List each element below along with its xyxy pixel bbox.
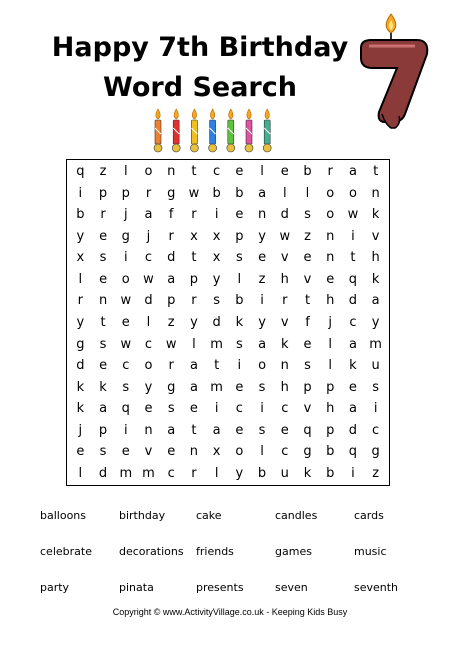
grid-letter[interactable]: e [348,379,357,395]
grid-letter[interactable]: x [190,228,198,244]
word-list-item: party [40,580,70,594]
grid-letter[interactable]: m [142,465,155,481]
grid-letter[interactable]: a [348,336,357,352]
grid-letter[interactable]: l [305,185,310,201]
grid-letter[interactable]: d [144,293,153,309]
grid-letter[interactable]: r [145,185,152,201]
grid-letter[interactable]: j [146,228,151,244]
grid-letter[interactable]: o [235,444,244,460]
word-list-item: cake [196,508,222,522]
grid-letter[interactable]: i [123,250,128,266]
grid-letter[interactable]: h [326,293,335,309]
grid-letter[interactable]: k [76,401,85,417]
word-search-grid[interactable] [66,159,390,486]
grid-letter[interactable]: n [144,422,153,438]
grid-letter[interactable]: e [121,444,130,460]
grid-letter[interactable]: w [279,228,291,244]
grid-letter[interactable]: c [122,358,130,374]
grid-letter[interactable]: i [373,401,378,417]
grid-letter[interactable]: r [100,207,106,223]
grid-letter[interactable]: o [258,358,267,374]
grid-letter[interactable]: t [304,293,311,309]
grid-letter[interactable]: l [192,336,196,352]
grid-letter[interactable]: m [369,336,382,352]
grid-letter[interactable]: s [235,250,243,266]
grid-letter[interactable]: q [348,271,358,287]
grid-letter[interactable]: z [258,271,266,287]
grid-letter[interactable]: b [257,465,267,481]
grid-letter[interactable]: e [303,336,312,352]
candle-icon [190,109,198,152]
grid-letter[interactable]: e [167,444,176,460]
grid-letter[interactable]: y [212,271,221,287]
grid-letter[interactable]: e [189,401,198,417]
grid-letter[interactable]: e [121,314,130,330]
grid-letter[interactable]: v [371,228,380,244]
grid-letter[interactable]: l [123,164,128,180]
grid-letter[interactable]: s [99,444,107,460]
word-list-item: balloons [40,508,86,522]
grid-letter[interactable]: v [144,444,153,460]
grid-letter[interactable]: g [303,444,312,460]
grid-letter[interactable]: d [98,465,108,481]
grid-letter[interactable]: e [280,422,289,438]
grid-letter[interactable]: a [371,293,380,309]
grid-letter[interactable]: i [237,358,242,374]
grid-letter[interactable]: j [123,207,128,223]
word-list [40,497,450,597]
word-list-item: celebrate [40,544,92,558]
grid-letter[interactable]: l [78,271,83,287]
grid-letter[interactable]: a [99,401,108,417]
grid-letter[interactable]: h [326,401,335,417]
grid-letter[interactable]: e [303,250,312,266]
grid-letter[interactable]: s [213,293,221,309]
grid-letter[interactable]: a [189,379,198,395]
grid-letter[interactable]: p [303,379,312,395]
grid-letter[interactable]: c [281,444,289,460]
grid-letter[interactable]: c [144,336,153,352]
grid-letter[interactable]: j [328,314,333,330]
grid-letter[interactable]: n [371,185,380,201]
grid-letter[interactable]: i [214,207,219,223]
grid-letter[interactable]: e [235,164,244,180]
grid-letter[interactable]: r [168,228,174,244]
grid-letter[interactable]: z [372,465,380,481]
word-list-item: games [275,544,312,558]
grid-letter[interactable]: k [303,465,312,481]
page-title: Happy 7th Birthday [51,32,349,63]
grid-letter[interactable]: m [119,465,133,481]
grid-letter[interactable]: b [326,465,335,481]
grid-letter[interactable]: n [326,250,335,266]
grid-letter[interactable]: a [189,358,198,374]
grid-letter[interactable]: l [237,271,242,287]
grid-letter[interactable]: o [348,185,357,201]
word-list-item: decorations [119,544,184,558]
grid-letter[interactable]: g [167,185,176,201]
grid-letter[interactable]: d [76,358,85,374]
grid-letter[interactable]: y [371,314,380,330]
grid-letter[interactable]: e [258,250,267,266]
grid-letter[interactable]: c [144,250,153,266]
grid-letter[interactable]: c [213,164,221,180]
grid-letter[interactable]: q [76,164,85,180]
grid-letter[interactable]: b [303,164,312,180]
grid-letter[interactable]: q [348,444,358,460]
candles-row-icon [150,108,278,154]
grid-letter[interactable]: c [349,314,357,330]
grid-letter[interactable]: i [260,401,264,417]
grid-letter[interactable]: v [303,401,312,417]
grid-letter[interactable]: s [258,422,266,438]
word-list-item: candles [275,508,318,522]
grid-letter[interactable]: d [167,250,176,266]
grid-letter[interactable]: l [328,336,333,352]
grid-letter[interactable]: b [235,185,244,201]
grid-letter[interactable]: t [373,164,379,180]
word-list-item: birthday [119,508,166,522]
grid-letter[interactable]: b [212,185,221,201]
candle-icon [245,109,253,152]
grid-letter[interactable]: t [191,250,197,266]
grid-letter[interactable]: a [258,185,267,201]
grid-letter[interactable]: c [235,401,243,417]
candle-icon [209,109,217,152]
grid-letter[interactable]: v [280,314,289,330]
grid-letter[interactable]: e [99,271,108,287]
grid-letter[interactable]: n [98,293,108,309]
grid-letter[interactable]: k [281,336,289,352]
grid-letter[interactable]: n [257,207,267,223]
grid-letter[interactable]: c [281,401,289,417]
grid-letter[interactable]: s [372,379,380,395]
grid-letter[interactable]: y [258,314,266,330]
grid-letter[interactable]: r [191,465,197,481]
grid-letter[interactable]: o [326,185,335,201]
grid-letter[interactable]: e [76,444,85,460]
grid-letter[interactable]: p [121,185,130,201]
grid-letter[interactable]: a [348,401,357,417]
grid-letter[interactable]: y [76,314,85,330]
grid-letter[interactable]: s [99,336,107,352]
grid-letter[interactable]: n [189,444,199,460]
grid-letter[interactable]: l [146,314,151,330]
grid-letter[interactable]: i [123,422,128,438]
word-list-item: presents [196,580,244,594]
grid-letter[interactable]: b [76,207,85,223]
grid-letter[interactable]: t [100,314,106,330]
word-list-item: pinata [119,580,154,594]
grid-letter[interactable]: l [214,465,219,481]
word-list-item: cards [354,508,384,522]
grid-letter[interactable]: i [351,465,355,481]
grid-letter[interactable]: b [326,444,335,460]
candle-icon [227,109,235,152]
grid-letter[interactable]: a [167,271,176,287]
grid-letter[interactable]: g [121,228,130,244]
word-list-item: music [354,544,387,558]
grid-letter[interactable]: n [326,228,335,244]
grid-letter[interactable]: a [348,164,357,180]
copyright-text: Copyright © www.ActivityVillage.co.uk - Keeping Kids Busy [112,607,348,617]
grid-letter[interactable]: q [121,401,130,417]
grid-letter[interactable]: s [99,250,107,266]
grid-letter[interactable]: c [372,422,380,438]
grid-letter[interactable]: w [120,293,132,309]
grid-letter[interactable]: i [214,401,219,417]
grid-letter[interactable]: a [258,336,267,352]
grid-letter[interactable]: e [235,207,244,223]
grid-letter[interactable]: p [167,293,176,309]
grid-letter[interactable]: e [280,164,289,180]
grid-letter[interactable]: i [260,293,264,309]
grid-letter[interactable]: o [144,164,153,180]
grid-letter[interactable]: p [98,422,108,438]
grid-letter[interactable]: e [235,422,244,438]
grid-letter[interactable]: q [303,422,312,438]
grid-letter[interactable]: a [144,207,153,223]
grid-letter[interactable]: h [280,379,289,395]
word-list-item: friends [196,544,234,558]
grid-letter[interactable]: w [165,336,177,352]
grid-letter[interactable]: s [258,379,266,395]
candle-icon [154,109,162,152]
word-list-item: seventh [354,580,399,594]
grid-letter[interactable]: x [212,228,221,244]
grid-letter[interactable]: p [235,228,244,244]
grid-letter[interactable]: i [351,228,355,244]
page-subtitle: Word Search [103,72,297,103]
grid-letter[interactable]: m [210,379,223,395]
grid-letter[interactable]: v [280,250,289,266]
grid-letter[interactable]: s [167,401,175,417]
grid-letter[interactable]: l [328,358,333,374]
grid-letter[interactable]: a [212,422,221,438]
grid-letter[interactable]: f [305,314,310,330]
grid-letter[interactable]: e [144,401,153,417]
grid-letter[interactable]: b [235,293,244,309]
grid-letter[interactable]: l [78,465,83,481]
grid-letter[interactable]: i [78,185,83,201]
grid-letter[interactable]: k [99,379,107,395]
grid-letter[interactable]: r [77,293,84,309]
grid-letter[interactable]: k [371,207,380,223]
grid-letter[interactable]: j [78,422,83,438]
grid-letter[interactable]: m [210,336,223,352]
grid-letter[interactable]: z [99,164,107,180]
grid-letter[interactable]: e [99,358,108,374]
grid-letter[interactable]: g [167,379,176,395]
grid-letter[interactable]: o [326,207,335,223]
grid-letter[interactable]: f [168,207,174,223]
grid-letter[interactable]: l [260,164,264,180]
grid-letter[interactable]: t [191,422,197,438]
grid-letter[interactable]: c [167,465,175,481]
grid-letter[interactable]: d [280,207,289,223]
grid-letter[interactable]: p [189,271,199,287]
grid-letter[interactable]: r [327,164,333,180]
grid-letter[interactable]: r [191,207,197,223]
grid-letter[interactable]: p [326,379,335,395]
grid-letter[interactable]: k [371,271,380,287]
grid-letter[interactable]: t [191,164,197,180]
grid-letter[interactable]: a [167,422,176,438]
grid-letter[interactable]: t [350,250,356,266]
grid-letter[interactable]: r [168,358,174,374]
candle-icon [172,109,180,152]
grid-letter[interactable]: x [212,250,221,266]
grid-letter[interactable]: p [326,422,335,438]
grid-letter[interactable]: k [76,379,85,395]
grid-letter[interactable]: r [191,293,197,309]
grid-letter[interactable]: t [214,358,220,374]
grid-letter[interactable]: k [349,358,357,374]
candle-icon [263,109,271,152]
grid-letter[interactable]: d [348,293,358,309]
word-list-item: seven [275,580,308,594]
grid-letter[interactable]: w [120,336,132,352]
grid-letter[interactable]: p [98,185,108,201]
grid-letter[interactable]: u [280,465,289,481]
grid-letter[interactable]: k [235,314,244,330]
grid-letter[interactable]: o [144,358,153,374]
grid-letter[interactable]: g [371,444,380,460]
grid-letter[interactable]: s [122,379,130,395]
grid-letter[interactable]: y [258,228,266,244]
grid-letter[interactable]: x [76,250,85,266]
grid-letter[interactable]: l [282,185,287,201]
grid-letter[interactable]: u [371,358,380,374]
grid-letter[interactable]: z [304,228,311,244]
grid-letter[interactable]: e [235,379,244,395]
grid-letter[interactable]: w [347,207,359,223]
number-seven-candle-icon [355,12,433,136]
grid-letter[interactable]: d [348,422,358,438]
grid-letter[interactable]: d [212,314,221,330]
grid-letter[interactable]: e [326,271,335,287]
grid-letter[interactable]: h [280,271,289,287]
grid-letter[interactable]: n [280,358,289,374]
grid-letter[interactable]: e [99,228,108,244]
grid-letter[interactable]: y [190,314,198,330]
grid-letter[interactable]: n [167,164,176,180]
grid-letter[interactable]: s [304,207,311,223]
grid-letter[interactable]: y [144,379,153,395]
grid-letter[interactable]: y [235,465,244,481]
grid-letter[interactable]: o [121,271,130,287]
grid-letter[interactable]: s [304,358,311,374]
grid-letter[interactable]: z [167,314,175,330]
grid-letter[interactable]: w [143,271,154,287]
grid-letter[interactable]: x [212,444,221,460]
grid-letter[interactable]: l [260,444,264,460]
grid-letter[interactable]: v [303,271,312,287]
grid-letter[interactable]: h [371,250,380,266]
grid-letter[interactable]: g [76,336,85,352]
grid-letter[interactable]: r [282,293,288,309]
grid-letter[interactable]: w [188,185,200,201]
grid-letter[interactable]: s [235,336,243,352]
grid-letter[interactable]: y [76,228,85,244]
